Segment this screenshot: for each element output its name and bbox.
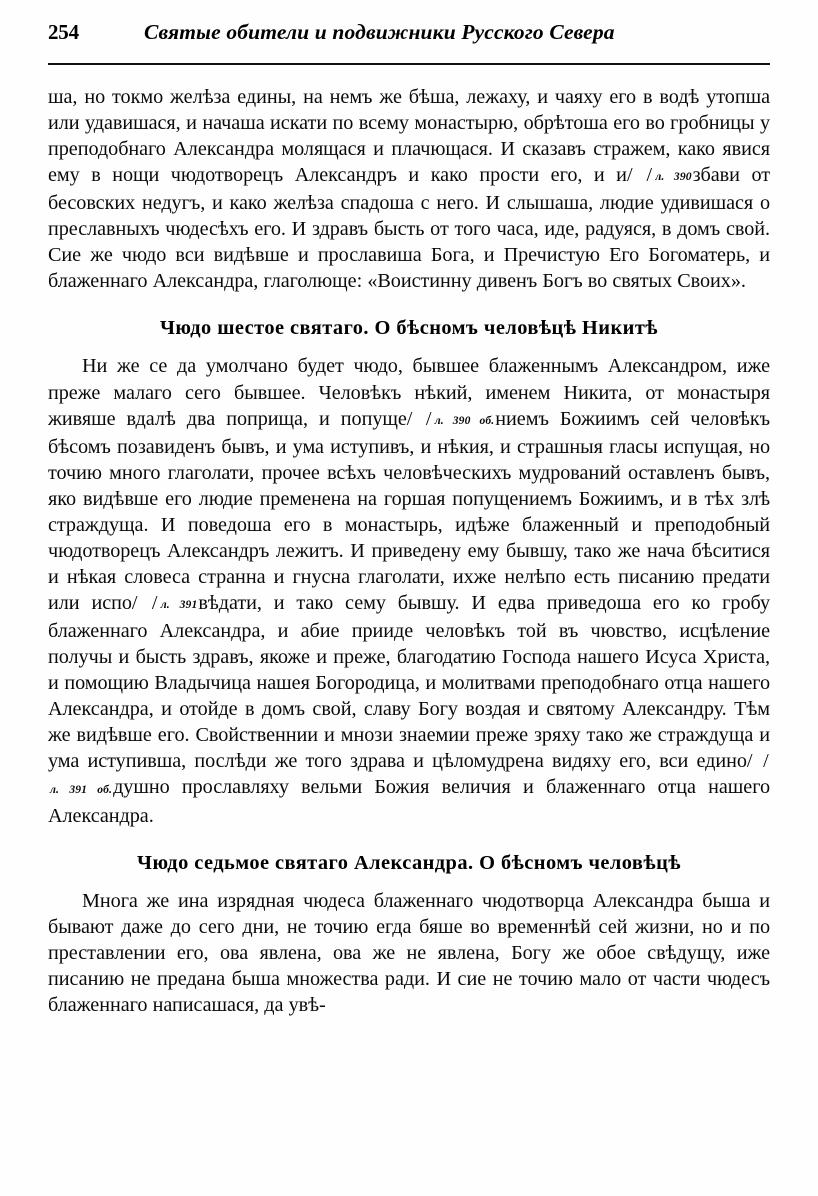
paragraph-text-part: ниемъ Божиимъ сей человѣкъ бѣсомъ позавиденъ бывъ, и ума иступивъ, и нѣкия, и страшныя гласы испущая, но точию много глаголати, прочее всѣхъ человѣческихъ мудрований оставленъ бывъ, яко видѣвше его людие пременена на горшая попущениемъ Божиимъ, и в тѣх злѣ страждуща. И поведоша его в монастырь, идѣже блаженный и преподобный чюдотворецъ Александръ лежитъ. И приведену ему бывшу, тако же нача бѣситися и нѣкая словеса странна и гнусна глаголати, ихже нелѣпо есть писанию предати или испо xyxy=(48,407,770,615)
paragraph-text-part: вѣдати, и тако сему бывшу. И едва приведоша его ко гробу блаженнаго Александра, и абие прииде человѣкъ той въ чювство, исцѣление получы и бысть здравъ, якоже и преже, благодатию Господа нашего Исуса Христа, и помощию Владычица нашея Богородица, и молитвами преподобнаго отца нашего Александра, и отойде в домъ свой, славу Богу воздая и святому Александру. Тѣм же видѣвше его. Свойственнии и мнози знаемии преже зряху тако же страждуща и ума иступивша, послѣди же того здрава и цѣломудрена видяху его, вси едино xyxy=(48,592,770,773)
folio-break-slashes: / / xyxy=(406,407,433,430)
spacer xyxy=(48,341,770,353)
running-title: Святые обители и подвижники Русского Севера xyxy=(144,20,615,44)
chapter-heading-seven: Чюдо седьмое святаго Александра. О бѣсномъ человѣцѣ xyxy=(137,851,681,874)
spacer xyxy=(48,294,770,315)
folio-break-slashes: / / xyxy=(131,592,159,615)
paragraph-text-part: ша, но токмо желѣза едины, на немъ же бѣша, лежаху, и чаяху его в водѣ утопша или удавишася, и начаша искати по всему монастырю, обрѣтоша его во гробницы у преподобнаго Александра молящася и плачющася. И сказавъ стражем, како явися ему в нощи чюдотворецъ Александръ и како прости его, и и xyxy=(48,86,770,187)
text-column xyxy=(48,84,770,1018)
paragraph-text-part: збави от бесовских недугъ, и како желѣза спадоша с него. И слышаша, людие удивишася о преславныхъ чюдесѣхъ его. И здравъ бысть от того часа, иде, радуяся, в домъ свой. Сие же чюдо вси видѣвше и прославиша Бога, и Пречистую Его Богоматерь, и блаженнаго Александра, глаголюще: «Воистинну дивенъ Богъ во святых Своих». xyxy=(48,164,770,293)
paragraph-miracle-six xyxy=(48,353,770,828)
paragraph-continuation xyxy=(48,84,770,294)
folio-marker: л. 390 об. xyxy=(434,413,495,427)
paragraph-text-part: Ни же се да умолчано будет чюдо, бывшее блаженнымъ Александром, иже преже малаго сего бывшее. Человѣкъ нѣкий, именем Никита, от монастыря живяше вдалѣ два поприща, и попуще xyxy=(48,355,770,430)
folio-break-slashes: / / xyxy=(626,164,654,187)
folio-marker: л. 390 xyxy=(655,170,692,184)
spacer xyxy=(48,876,770,888)
folio-marker: л. 391 об. xyxy=(50,782,113,796)
header-rule xyxy=(48,63,770,65)
paragraph-text-part: душно прославляху вельми Божия величия и блаженнаго отца нашего Александра. xyxy=(48,776,770,827)
page-number: 254 xyxy=(48,20,79,44)
spacer xyxy=(48,829,770,850)
running-head xyxy=(48,20,770,62)
folio-marker: л. 391 xyxy=(160,598,198,612)
chapter-heading-six: Чюдо шестое святаго. О бѣсномъ человѣцѣ Никитѣ xyxy=(159,317,658,340)
folio-break-slashes: / / xyxy=(746,750,770,773)
paragraph-miracle-seven: Многа же ина изрядная чюдеса блаженнаго чюдотворца Александра быша и бывают даже до сего дни, не точию егда бяше во временнѣй сей жизни, но и по преставлении его, ова явлена, ова же не явлена, Богу же обое свѣдущу, иже писанию не предана быша множества ради. И сие не точию мало от части чюдесъ блаженнаго написашася, да увѣ- xyxy=(48,889,770,1016)
